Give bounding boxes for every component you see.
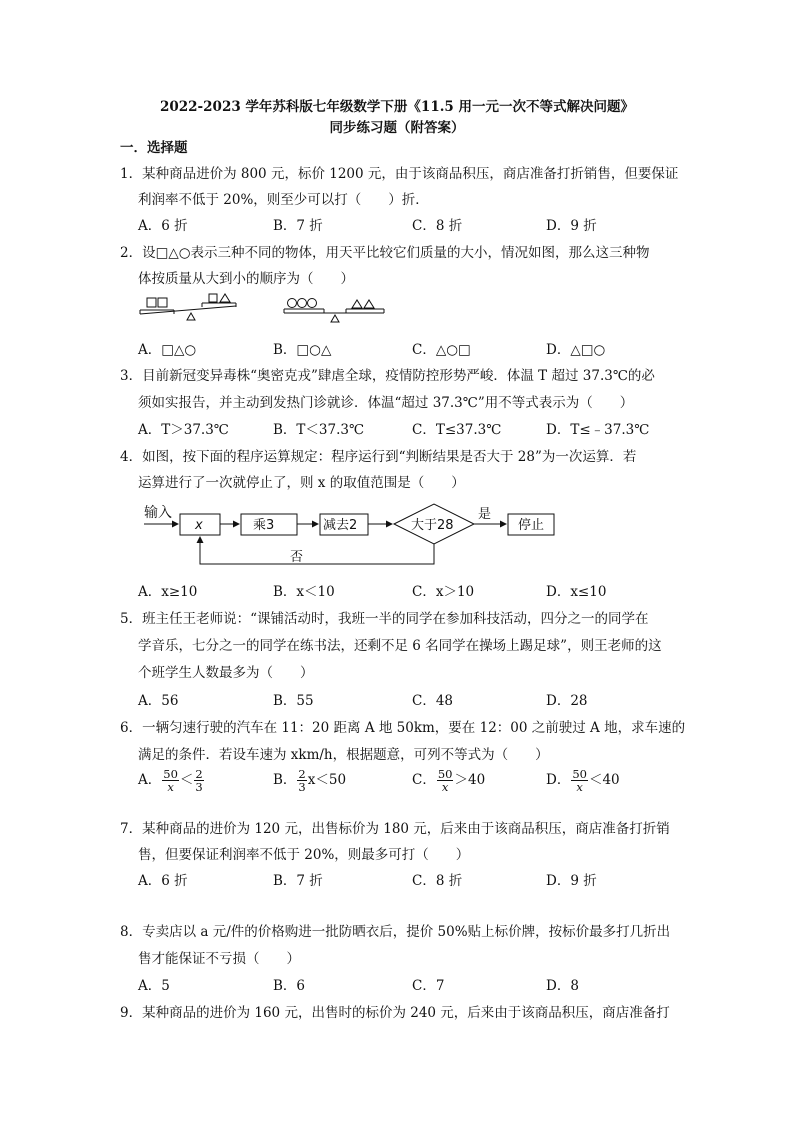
q3-option-d: D．T≤﹣37.3℃ [546,422,650,438]
q6-line1: 6．一辆匀速行驶的汽车在 11：20 距离 A 地 50km，要在 12：00 之前驶过 A 地，求车速的 [120,720,686,736]
q6-option-b-label: B． [273,772,297,788]
q5-line3: 个班学生人数最多为（ ） [138,665,314,681]
q2-line2: 体按质量从大到小的顺序为（ ） [138,271,354,287]
q8-option-d: D．8 [546,978,579,994]
document-title: 2022-2023 学年苏科版七年级数学下册《11.5 用一元一次不等式解决问题》 [159,99,635,115]
q4-line1: 4．如图，按下面的程序运算规定：程序运行到“判断结果是否大于 28”为一次运算．若 [120,449,637,465]
q7-option-c: C．8 折 [412,873,463,889]
fraction-numerator: 50 [437,767,453,781]
q4-line2: 运算进行了一次就停止了，则 x 的取值范围是（ ） [138,475,465,491]
q3-line2: 须如实报告，并主动到发热门诊就诊．体温“超过 37.3℃”用不等式表示为（ ） [138,395,634,411]
q5-option-a: A．56 [138,693,179,709]
flow-no-label: 否 [290,550,304,565]
fraction-denominator: 3 [195,780,203,794]
flow-yes-label: 是 [478,507,492,522]
q5-option-c: C．48 [412,693,454,709]
inequality-rest: ＜40 [588,772,620,788]
fraction-numerator: 50 [572,767,587,781]
q6-option-a-label: A． [138,772,162,788]
q6-option-a [138,768,205,793]
document-subtitle: 同步练习题（附答案） [329,120,465,136]
flow-stop-label: 停止 [518,518,545,533]
q1-line1: 1．某种商品进价为 800 元，标价 1200 元，由于该商品积压，商店准备打折销售，但要保证 [120,166,679,182]
flowchart [140,500,570,572]
fraction [162,768,179,793]
q7-option-b: B．7 折 [273,873,323,889]
q7-line2: 售，但要保证利润率不低于 20%，则最多可打（ ） [138,847,470,863]
q8-option-a: A．5 [138,978,170,994]
fraction [297,768,306,793]
q2-option-a: A．□△○ [138,342,197,358]
flow-x-label: x [195,518,203,533]
q2-option-c: C．△○□ [412,342,471,358]
flow-input-label: 输入 [144,505,172,521]
q7-option-a: A．6 折 [138,873,188,889]
q3-line1: 3．目前新冠变异毒株“奥密克戎”肆虐全球，疫情防控形势严峻．体温 T 超过 37.3℃的必 [120,368,655,384]
q8-line2: 售才能保证不亏损（ ） [138,951,300,967]
q5-line1: 5．班主任王老师说：“课铺活动时，我班一半的同学在参加科技活动，四分之一的同学在 [120,611,649,627]
fraction-denominator: x [167,780,174,794]
q4-option-b: B．x＜10 [273,584,335,600]
q4-option-a: A．x≥10 [138,584,198,600]
q5-option-b: B．55 [273,693,314,709]
fraction-denominator: x [576,780,583,794]
q5-line2: 学音乐，七分之一的同学在练书法，还剩不足 6 名同学在操场上踢足球”，则王老师的这 [138,638,662,654]
section-heading: 一．选择题 [120,140,188,156]
fraction-denominator: 3 [298,780,306,794]
flow-subtract-label: 减去2 [323,518,358,533]
q1-option-d: D．9 折 [546,218,597,234]
fraction-numerator: 50 [163,767,178,781]
flow-decision-label: 大于28 [411,518,454,533]
q3-option-b: B．T＜37.3℃ [273,422,365,438]
q6-option-d [546,768,620,793]
q1-option-b: B．7 折 [273,218,323,234]
fraction-numerator: 2 [298,767,306,781]
q1-option-c: C．8 折 [412,218,463,234]
q9-line1: 9．某种商品的进价为 160 元，出售时的标价为 240 元，后来由于该商品积压，商店准备打 [120,1005,670,1021]
balance-figure-1 [136,292,246,328]
fraction-numerator: 2 [195,767,203,781]
inequality-rest: x＜50 [307,772,347,788]
q5-option-d: D．28 [546,693,588,709]
q8-option-c: C．7 [412,978,445,994]
q6-option-b [273,768,346,793]
q4-option-d: D．x≤10 [546,584,607,600]
fraction [194,768,203,793]
q2-line1: 2．设□△○表示三种不同的物体，用天平比较它们质量的大小，情况如图，那么这三种物 [120,245,650,261]
q8-option-b: B．6 [273,978,306,994]
q2-option-d: D．△□○ [546,342,606,358]
q3-option-a: A．T＞37.3℃ [138,422,229,438]
q8-line1: 8．专卖店以 a 元/件的价格购进一批防晒衣后，提价 50%贴上标价牌，按标价最多打几折出 [120,924,671,940]
fraction [571,768,588,793]
q4-option-c: C．x＞10 [412,584,475,600]
q6-option-c [412,768,485,793]
q1-line2: 利润率不低于 20%，则至少可以打（ ）折． [138,192,429,208]
inequality-rest: ＞40 [454,772,486,788]
q7-line1: 7．某种商品的进价为 120 元，出售标价为 180 元，后来由于该商品积压，商店准备打折销 [120,821,670,837]
q3-option-c: C．T≤37.3℃ [412,422,502,438]
inequality-sign: ＜ [179,772,194,788]
q6-option-d-label: D． [546,772,571,788]
q2-option-b: B．□○△ [273,342,332,358]
q6-option-c-label: C． [412,772,436,788]
fraction [437,768,454,793]
q1-option-a: A．6 折 [138,218,188,234]
q6-line2: 满足的条件．若设车速为 xkm/h，根据题意，可列不等式为（ ） [138,747,549,763]
fraction-denominator: x [441,780,449,794]
balance-figure-2 [282,292,392,328]
flow-multiply-label: 乘3 [253,518,275,533]
q7-option-d: D．9 折 [546,873,597,889]
